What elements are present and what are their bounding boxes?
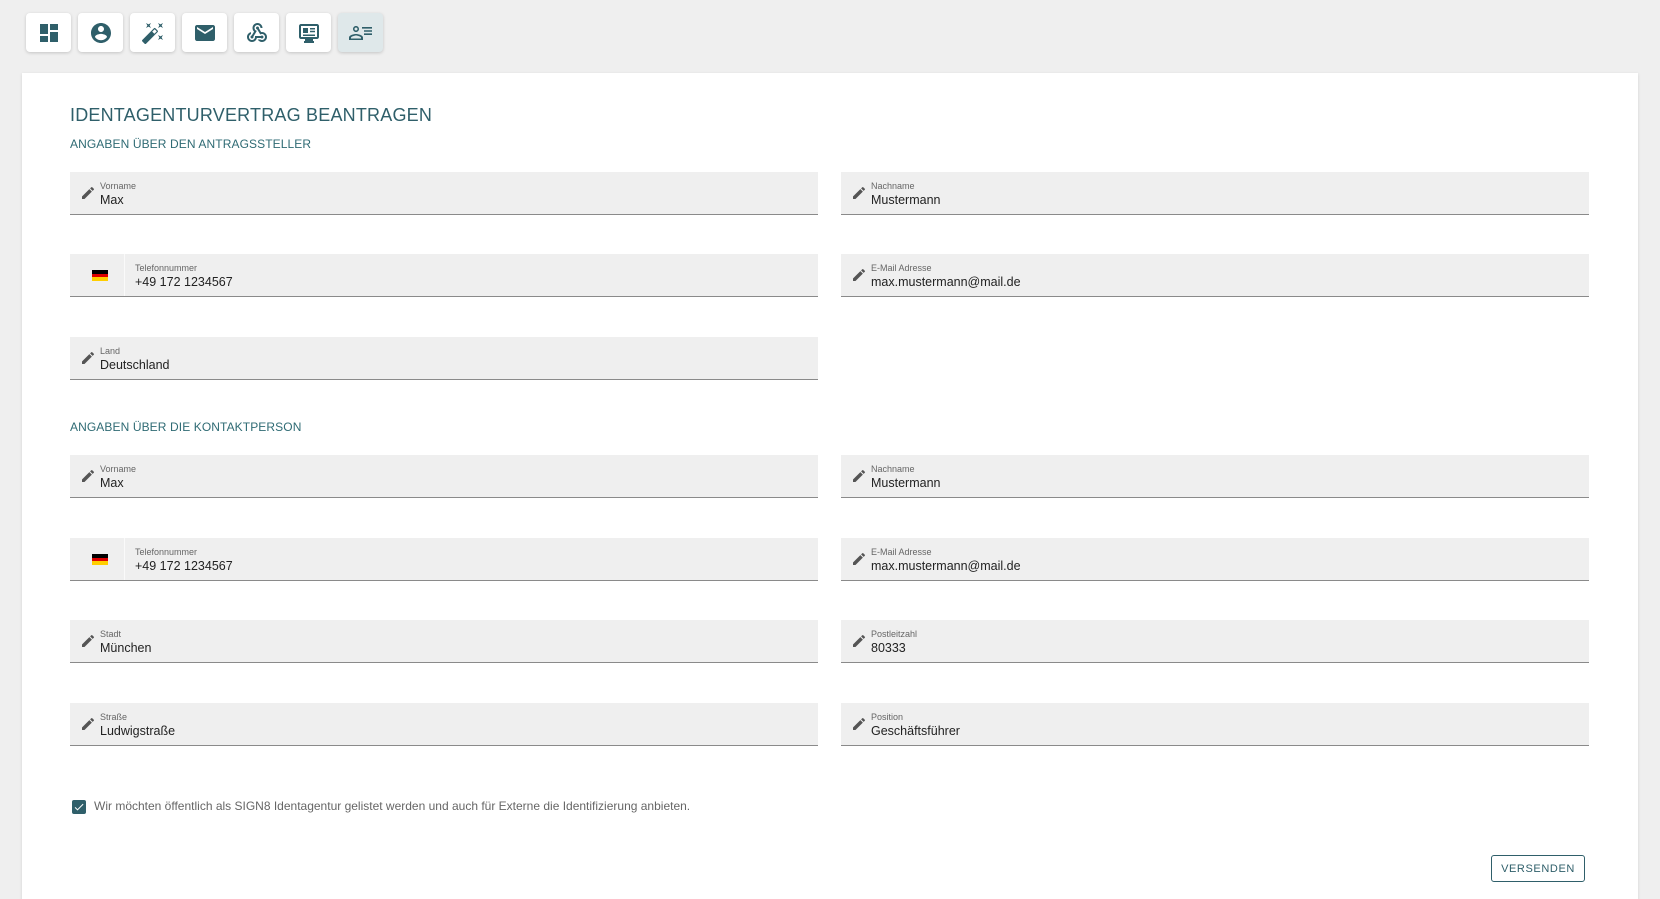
field-value: +49 172 1234567: [135, 559, 233, 573]
applicant-country-field[interactable]: [70, 337, 818, 380]
field-value: Geschäftsführer: [871, 724, 960, 738]
germany-flag-icon[interactable]: [92, 270, 108, 281]
applicant-email-field[interactable]: [841, 254, 1589, 297]
public-listing-consent: [72, 799, 690, 814]
pencil-icon: [80, 633, 96, 649]
contract-form-card: [22, 73, 1638, 899]
contact-lastname-field[interactable]: [841, 455, 1589, 498]
billing-button[interactable]: [286, 13, 331, 52]
contact-position-field[interactable]: [841, 703, 1589, 746]
field-label: Position: [871, 712, 904, 722]
applicant-firstname-field[interactable]: [70, 172, 818, 215]
dashboard-button[interactable]: [26, 13, 71, 52]
field-label: Telefonnummer: [135, 547, 198, 557]
field-label: Land: [100, 346, 121, 356]
field-label: Vorname: [100, 181, 137, 191]
field-value: Ludwigstraße: [100, 724, 176, 738]
contract-button[interactable]: [338, 13, 383, 52]
field-label: Postleitzahl: [871, 629, 918, 639]
field-label: Vorname: [100, 464, 137, 474]
germany-flag-icon[interactable]: [92, 554, 108, 565]
contact-firstname-field[interactable]: [70, 455, 818, 498]
account-button[interactable]: [78, 13, 123, 52]
divider: [124, 538, 125, 580]
pencil-icon: [851, 468, 867, 484]
consent-label: Wir möchten öffentlich als SIGN8 Identagentur gelistet werden und auch für Externe die Identifizierung anbieten.: [94, 799, 691, 813]
pencil-icon: [851, 551, 867, 567]
billing-document-icon: [297, 21, 321, 45]
pencil-icon: [851, 633, 867, 649]
contact-street-field[interactable]: [70, 703, 818, 746]
field-value: Mustermann: [871, 476, 941, 490]
field-label: Stadt: [100, 629, 122, 639]
dashboard-icon: [37, 21, 61, 45]
applicant-lastname-field[interactable]: [841, 172, 1589, 215]
contact-city-field[interactable]: [70, 620, 818, 663]
field-value: Max: [100, 193, 124, 207]
magic-wand-icon: [141, 21, 165, 45]
field-value: +49 172 1234567: [135, 275, 233, 289]
applicant-section-title: ANGABEN ÜBER DEN ANTRAGSSTELLER: [70, 137, 312, 151]
divider: [124, 254, 125, 296]
webhook-button[interactable]: [234, 13, 279, 52]
mail-icon: [193, 21, 217, 45]
page-title: IDENTAGENTURVERTRAG BEANTRAGEN: [70, 105, 433, 125]
public-listing-checkbox[interactable]: [72, 800, 86, 814]
contact-section-title: ANGABEN ÜBER DIE KONTAKTPERSON: [70, 420, 302, 434]
field-label: E-Mail Adresse: [871, 547, 932, 557]
contact-list-icon: [349, 21, 373, 45]
pencil-icon: [80, 350, 96, 366]
webhook-icon: [245, 21, 269, 45]
tools-button[interactable]: [130, 13, 175, 52]
check-icon: [73, 801, 85, 813]
account-circle-icon: [89, 21, 113, 45]
top-toolbar: [26, 13, 383, 52]
field-label: Nachname: [871, 181, 915, 191]
field-value: Max: [100, 476, 124, 490]
field-label: Straße: [100, 712, 128, 722]
pencil-icon: [80, 185, 96, 201]
field-value: Deutschland: [100, 358, 170, 372]
field-value: München: [100, 641, 152, 655]
field-value: max.mustermann@mail.de: [871, 559, 1021, 573]
field-value: max.mustermann@mail.de: [871, 275, 1021, 289]
field-value: 80333: [871, 641, 906, 655]
field-label: E-Mail Adresse: [871, 263, 932, 273]
pencil-icon: [80, 468, 96, 484]
pencil-icon: [851, 716, 867, 732]
field-label: Nachname: [871, 464, 915, 474]
contact-email-field[interactable]: [841, 538, 1589, 581]
contact-phone-field[interactable]: [70, 538, 818, 581]
field-label: Telefonnummer: [135, 263, 198, 273]
applicant-phone-field[interactable]: [70, 254, 818, 297]
field-value: Mustermann: [871, 193, 941, 207]
mail-button[interactable]: [182, 13, 227, 52]
pencil-icon: [851, 267, 867, 283]
send-button[interactable]: VERSENDEN: [1491, 855, 1585, 882]
pencil-icon: [851, 185, 867, 201]
pencil-icon: [80, 716, 96, 732]
contact-zip-field[interactable]: [841, 620, 1589, 663]
